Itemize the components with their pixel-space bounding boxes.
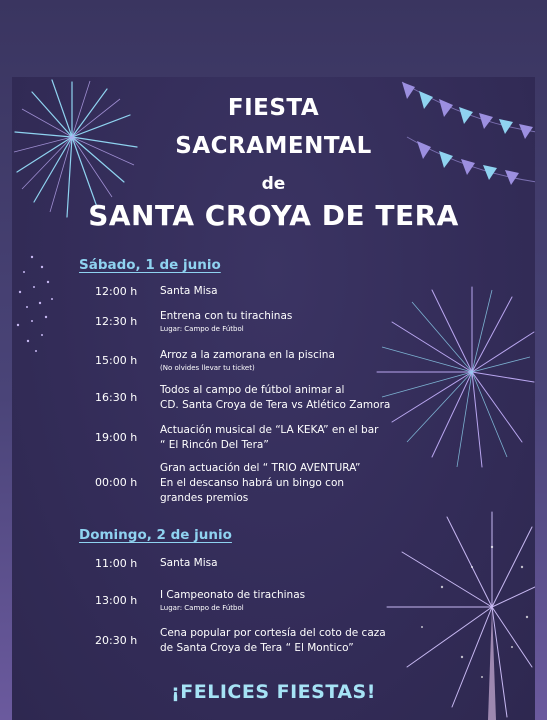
event-time: 00:00 h [95, 476, 138, 489]
event-description [160, 383, 390, 413]
event-line: “ El Rincón Del Tera” [160, 439, 269, 451]
day-heading-saturday: Sábado, 1 de junio [79, 257, 221, 273]
event-description [160, 461, 360, 506]
event-line: En el descanso habrá un bingo con [160, 477, 345, 489]
event-note: Lugar: Campo de Fútbol [160, 604, 244, 612]
event-line: de Santa Croya de Tera “ El Montico” [160, 642, 354, 654]
event-line: Cena popular por cortesía del coto de caza [160, 627, 386, 639]
event-time: 16:30 h [95, 391, 138, 404]
event-time: 19:00 h [95, 431, 138, 444]
event-description [160, 284, 218, 299]
event-description [160, 556, 218, 571]
event-time: 11:00 h [95, 557, 138, 570]
event-line: Santa Misa [160, 557, 218, 569]
event-line: Entrena con tu tirachinas [160, 310, 293, 322]
day-heading-sunday: Domingo, 2 de junio [79, 527, 232, 543]
event-time: 12:30 h [95, 315, 138, 328]
event-line: I Campeonato de tirachinas [160, 589, 306, 601]
event-line: Santa Misa [160, 285, 218, 297]
event-description [160, 626, 386, 656]
event-line: grandes premios [160, 492, 249, 504]
footer-greeting: ¡FELICES FIESTAS! [171, 681, 376, 703]
event-line: Arroz a la zamorana en la piscina [160, 349, 335, 361]
title-line-3: de [261, 174, 286, 194]
event-description [160, 588, 305, 613]
event-line: Todos al campo de fútbol animar al [160, 384, 345, 396]
event-note: Lugar: Campo de Fútbol [160, 325, 244, 333]
firework-right-middle [372, 282, 535, 472]
title-line-1: FIESTA [227, 95, 320, 121]
event-note: (No olvides llevar tu ticket) [160, 364, 255, 372]
event-line: CD. Santa Croya de Tera vs Atlético Zamora [160, 399, 391, 411]
event-description [160, 348, 335, 373]
event-time: 12:00 h [95, 285, 138, 298]
event-line: Actuación musical de “LA KEKA” en el bar [160, 424, 379, 436]
event-line: Gran actuación del “ TRIO AVENTURA” [160, 462, 361, 474]
event-time: 15:00 h [95, 354, 138, 367]
title-line-4: SANTA CROYA DE TERA [88, 199, 459, 232]
event-time: 13:00 h [95, 594, 138, 607]
event-description [160, 309, 292, 334]
title-line-2: SACRAMENTAL [175, 133, 372, 159]
event-description [160, 423, 378, 453]
event-time: 20:30 h [95, 634, 138, 647]
poster [12, 77, 535, 720]
firework-left-dots [12, 247, 62, 357]
